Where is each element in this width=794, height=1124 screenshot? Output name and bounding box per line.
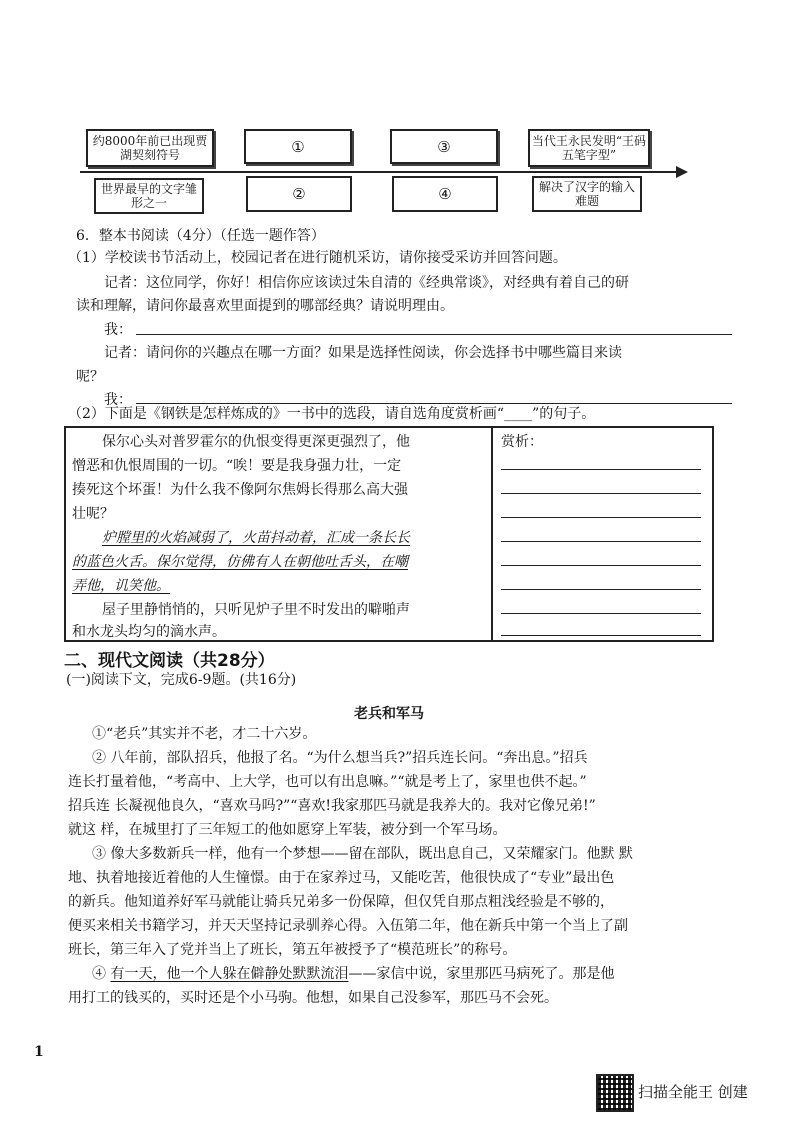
q6-reporter1-line2: 读和理解，请问你最喜欢里面提到的哪部经典？请说明理由。: [76, 298, 454, 314]
q6-me-label-1: 我：: [104, 322, 132, 338]
article-p4-underlined: 有一天，他一个人躲在僻静处默默流泪: [110, 966, 349, 982]
timeline-box-top-1: 约8000年前已出现贾湖契刻符号: [86, 129, 214, 167]
article-p4-l1: [92, 964, 614, 984]
q6-me-label-2: 我：: [104, 392, 132, 408]
timeline-box-top-2: ①: [244, 129, 352, 164]
appreciation-line[interactable]: [501, 634, 701, 636]
article-p3-l4: 便买来相关书籍学习，并天天坚持记录驯养心得。入伍第二年，他在新兵中第一个当上了副: [68, 918, 628, 934]
appreciation-line[interactable]: [501, 588, 701, 590]
passage-underlined-line: 弄他，讥笑他。: [72, 578, 170, 594]
page-number: 1: [34, 1044, 44, 1060]
passage-line: 保尔心头对普罗霍尔的仇恨变得更深更强烈了，他: [102, 434, 410, 450]
qr-code-icon: [596, 1074, 634, 1112]
timeline-box-bottom-1: 世界最早的文字雏形之一: [94, 178, 204, 214]
timeline-arrow-icon: [676, 166, 688, 178]
timeline-box-bottom-3: ④: [392, 176, 498, 212]
article-p3-l5: 班长，第三年入了党并当上了班长，第五年被授予了“模范班长”的称号。: [68, 942, 517, 958]
timeline-box-top-4: 当代王永民发明“王码五笔字型”: [528, 129, 650, 167]
passage-underlined-line: 炉膛里的火焰减弱了，火苗抖动着，汇成一条长长: [102, 530, 410, 546]
article-p2-l1: ② 八年前，部队招兵，他报了名。“为什么想当兵?”招兵连长问。“奔出息。”招兵: [92, 750, 588, 766]
article-p1: ①“老兵”其实并不老，才二十六岁。: [92, 726, 317, 742]
timeline: [80, 126, 695, 216]
timeline-box-bottom-4: 解决了汉字的输入难题: [532, 176, 642, 212]
q6-passage-table: [64, 426, 714, 642]
article-p4-prefix: ④: [92, 966, 111, 982]
q6-heading: 6．整本书阅读（4分）（任选一题作答）: [76, 228, 325, 244]
timeline-box-bottom-2: ②: [246, 176, 352, 212]
appreciation-line[interactable]: [501, 540, 701, 542]
article-p4-suffix: ——家信中说，家里那匹马病死了。那是他: [348, 966, 615, 982]
article-p3-l2: 地、执着地接近着他的人生憧憬。由于在家养过马，又能吃苦，他很快成了“专业”最出色: [68, 870, 615, 886]
article-title: 老兵和军马: [354, 706, 424, 722]
passage-underlined-line: 的蓝色火舌。保尔觉得，仿佛有人在朝他吐舌头，在嘲: [72, 554, 408, 570]
passage-cell: [65, 427, 492, 641]
q6-reporter2-line1: 记者：请问你的兴趣点在哪一方面？如果是选择性阅读，你会选择书中哪些篇目来读: [104, 345, 622, 361]
timeline-axis: [80, 171, 678, 173]
appreciation-cell: [492, 427, 713, 641]
appreciation-label: 赏析：: [501, 434, 543, 450]
article-p2-l4: 就这 样，在城里打了三年短工的他如愿穿上军装，被分到一个军马场。: [68, 822, 507, 838]
timeline-box-top-3: ③: [390, 129, 498, 164]
passage-line: 憎恶和仇恨周围的一切。“唉！要是我身强力壮，一定: [72, 458, 402, 474]
section2-heading: 二、现代文阅读（共28分）: [64, 651, 275, 671]
q6-reporter1-line1: 记者：这位同学，你好！相信你应该读过朱自清的《经典常谈》，对经典有着自己的研: [104, 275, 629, 291]
q6-part1-intro: （1）学校读书节活动上，校园记者在进行随机采访，请你接受采访并回答问题。: [68, 250, 567, 266]
article-p4-l2: 用打工的钱买的，买时还是个小马驹。他想，如果自己没参军，那匹马不会死。: [68, 990, 558, 1006]
scanner-watermark: 扫描全能王 创建: [638, 1083, 748, 1101]
passage-line: 和水龙头均匀的滴水声。: [72, 624, 226, 640]
q6-part2: （2）下面是《钢铁是怎样炼成的》一书中的选段，请自选角度赏析画“____”的句子。: [68, 406, 596, 422]
passage-line: 壮呢？: [72, 506, 114, 522]
appreciation-line[interactable]: [501, 516, 701, 518]
article-p2-l3: 招兵连 长凝视他良久，“喜欢马吗?”“喜欢!我家那匹马就是我养大的。我对它像兄弟!”: [68, 798, 596, 814]
q6-reporter2-line2: 呢？: [76, 369, 104, 385]
appreciation-line[interactable]: [501, 492, 701, 494]
appreciation-line[interactable]: [501, 468, 701, 470]
article-p2-l2: 连长打量着他，“考高中、上大学，也可以有出息嘛。”“就是考上了，家里也供不起。”: [68, 774, 587, 790]
q6-answer-line-1[interactable]: [136, 333, 732, 335]
passage-line: 屋子里静悄悄的，只听见炉子里不时发出的噼啪声: [102, 602, 410, 618]
article-p3-l1: ③ 像大多数新兵一样，他有一个梦想——留在部队，既出息自己，又荣耀家门。他默 默: [92, 846, 633, 862]
article-p3-l3: 的新兵。他知道养好军马就能让骑兵兄弟多一份保障，但仅凭自那点粗浅经验是不够的，: [68, 894, 614, 910]
appreciation-line[interactable]: [501, 564, 701, 566]
section2-sub: (一)阅读下文，完成6-9题。(共16分): [66, 672, 297, 688]
passage-line: 揍死这个坏蛋！为什么我不像阿尔焦姆长得那么高大强: [72, 482, 408, 498]
appreciation-line[interactable]: [501, 612, 701, 614]
